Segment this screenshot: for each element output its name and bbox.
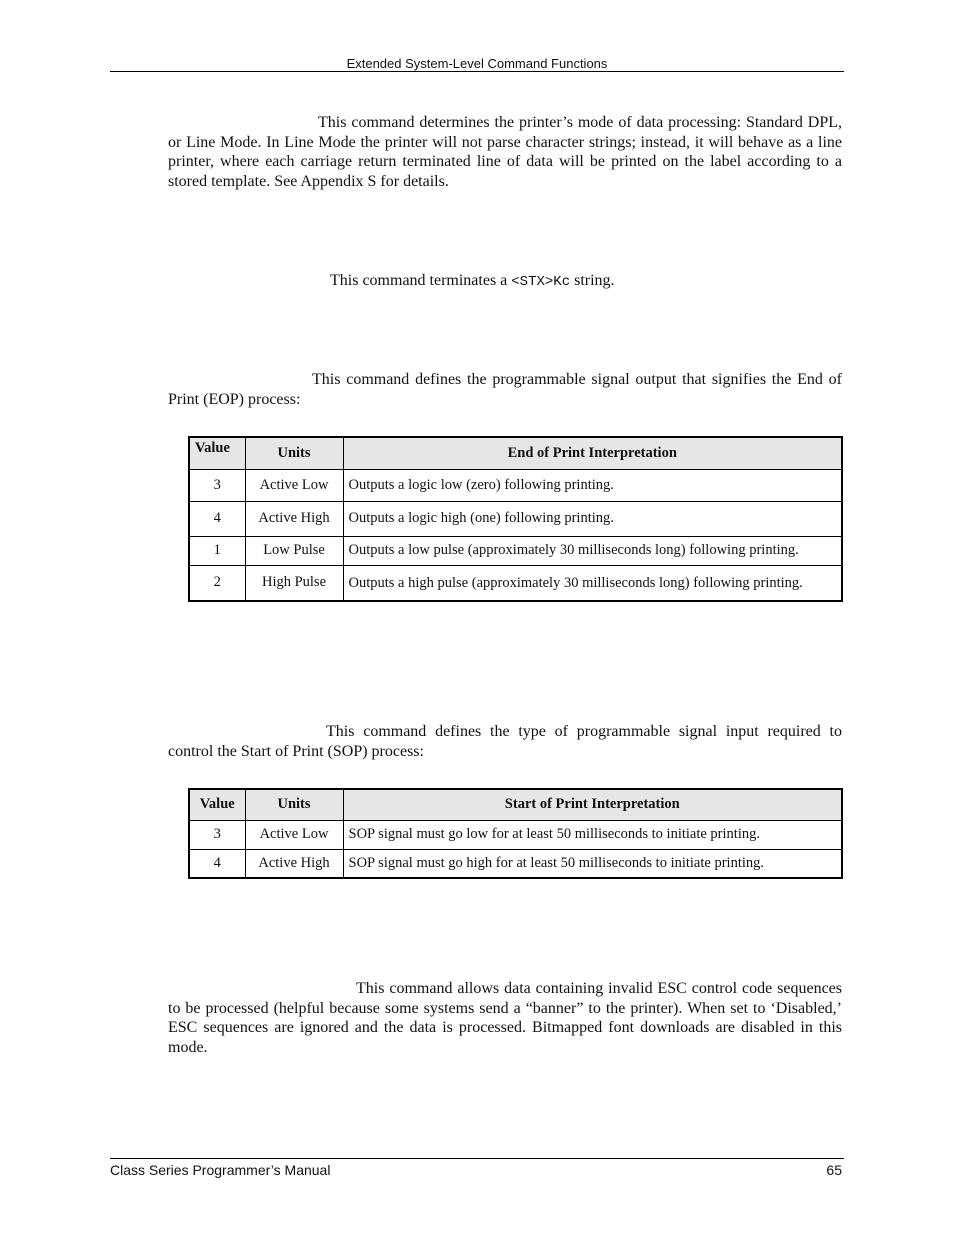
sop-header-units: Units: [245, 789, 343, 820]
eop-value: 3: [189, 469, 245, 501]
terminator-text-end: string.: [570, 272, 615, 289]
eop-units: High Pulse: [245, 565, 343, 601]
eop-value: 1: [189, 536, 245, 565]
sop-description: [168, 722, 842, 761]
eop-description: [168, 370, 842, 409]
eop-header-value: Value: [189, 437, 245, 469]
eop-header-units: Units: [245, 437, 343, 469]
sop-interpretation: SOP signal must go low for at least 50 milliseconds to initiate printing.: [343, 820, 842, 849]
eop-value: 2: [189, 565, 245, 601]
sop-header-value: Value: [189, 789, 245, 820]
esc-description: [168, 979, 842, 1057]
table-row: [189, 469, 842, 501]
mode-description: [168, 113, 842, 191]
eop-units: Active High: [245, 501, 343, 536]
sop-text: This command defines the type of programmable signal input required to control the Start of Print (SOP) process:: [168, 723, 842, 760]
eop-header-interpretation: End of Print Interpretation: [343, 437, 842, 469]
esc-text: This command allows data containing invalid ESC control code sequences to be processed (helpful because some systems send a “banner” to the printer). When set to ‘Disabled,’ ESC sequences are ignored and the data is processed. Bitmapped font downloads are disabled in this mode.: [168, 980, 842, 1056]
table-row: [189, 565, 842, 601]
eop-interpretation: Outputs a high pulse (approximately 30 milliseconds long) following printing.: [343, 565, 842, 601]
eop-text: This command defines the programmable signal output that signifies the End of Print (EOP) process:: [168, 371, 842, 408]
sop-table-header: [189, 789, 842, 820]
sop-units: Active High: [245, 849, 343, 878]
table-row: [189, 820, 842, 849]
eop-table-header: [189, 437, 842, 469]
eop-interpretation: Outputs a logic low (zero) following printing.: [343, 469, 842, 501]
sop-header-interpretation: Start of Print Interpretation: [343, 789, 842, 820]
page-number: 65: [826, 1162, 842, 1178]
sop-table: [188, 788, 843, 879]
table-row: [189, 501, 842, 536]
table-row: [189, 536, 842, 565]
header-rule: [110, 71, 844, 72]
eop-interpretation: Outputs a low pulse (approximately 30 milliseconds long) following printing.: [343, 536, 842, 565]
eop-units: Low Pulse: [245, 536, 343, 565]
eop-table: [188, 436, 843, 602]
footer-rule: [110, 1158, 844, 1159]
sop-interpretation: SOP signal must go high for at least 50 milliseconds to initiate printing.: [343, 849, 842, 878]
mode-text: This command determines the printer’s mode of data processing: Standard DPL, or Line Mode. In Line Mode the printer will not parse character strings; instead, it will behave as a line printer, where each carriage return terminated line of data will be printed on the label according to a stored template. See Appendix S for details.: [168, 114, 842, 190]
terminator-description: [168, 271, 842, 293]
eop-interpretation: Outputs a logic high (one) following printing.: [343, 501, 842, 536]
terminator-text: This command terminates a: [330, 272, 512, 289]
sop-units: Active Low: [245, 820, 343, 849]
footer-manual-title: Class Series Programmer’s Manual: [110, 1162, 331, 1178]
running-header: Extended System-Level Command Functions: [346, 56, 608, 71]
sop-value: 4: [189, 849, 245, 878]
sop-value: 3: [189, 820, 245, 849]
eop-value: 4: [189, 501, 245, 536]
table-row: [189, 849, 842, 878]
eop-units: Active Low: [245, 469, 343, 501]
terminator-code: <STX>Kc: [511, 274, 571, 290]
